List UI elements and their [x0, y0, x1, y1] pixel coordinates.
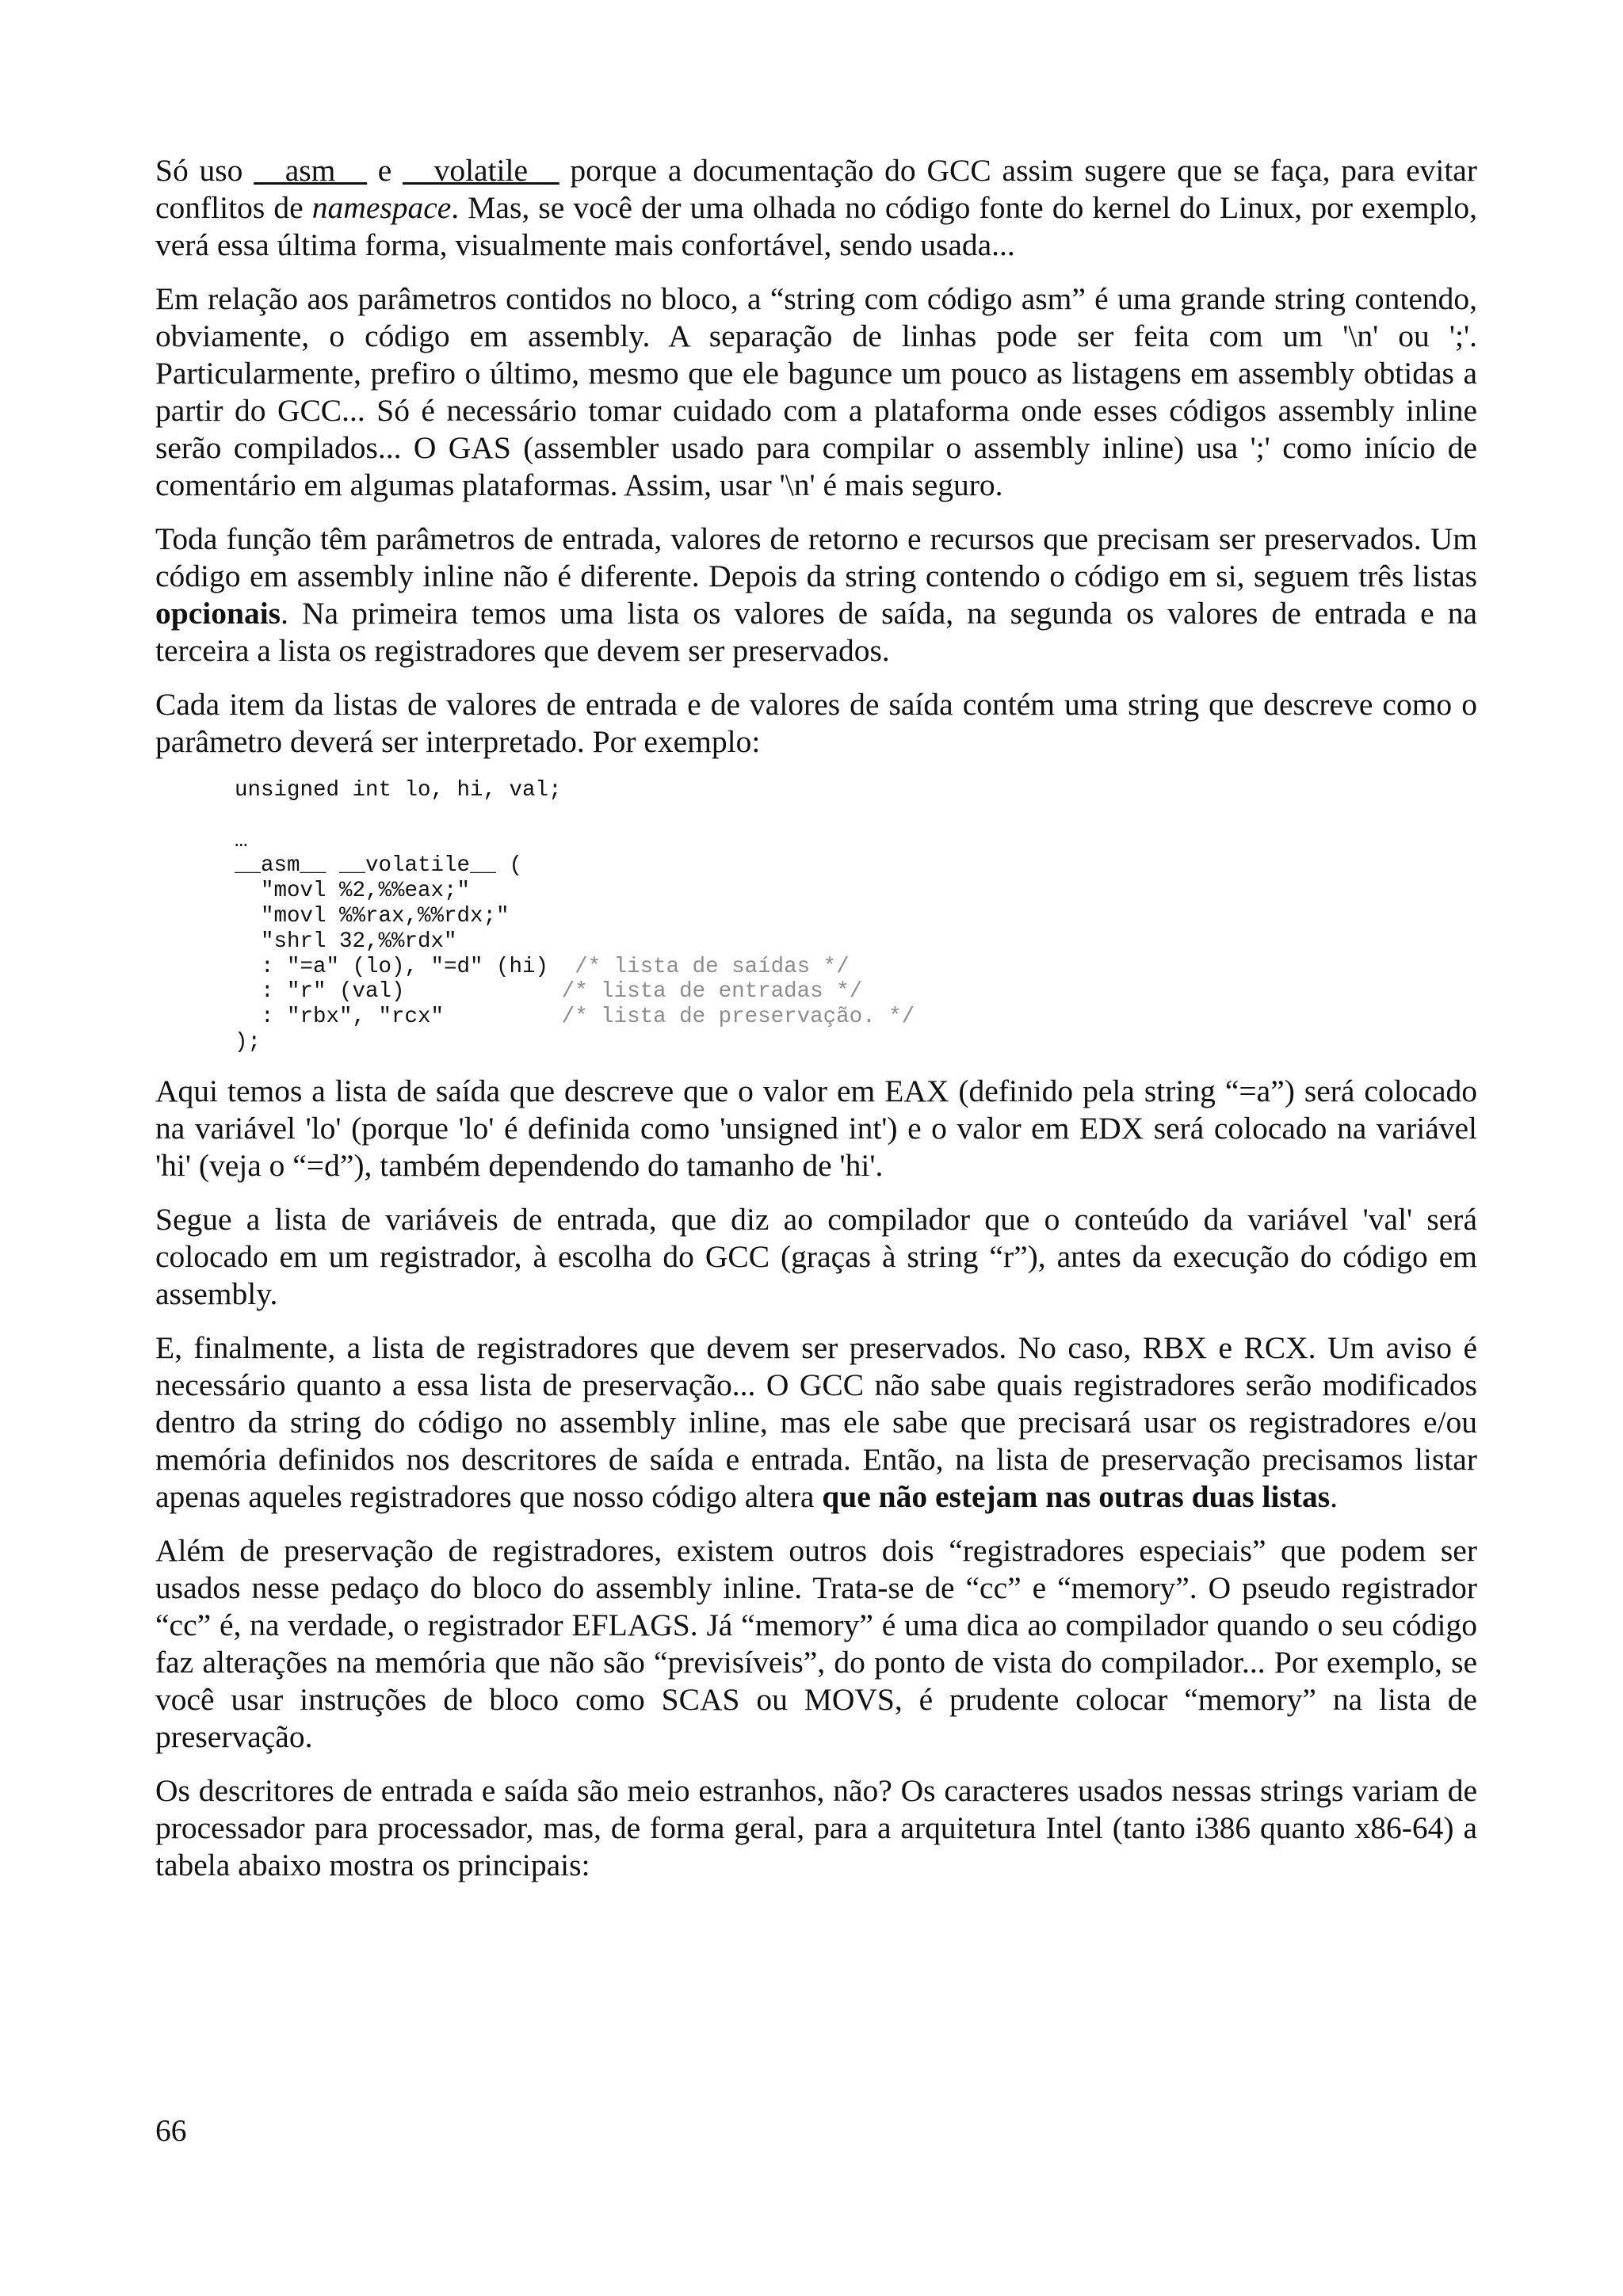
- page-number: 66: [155, 2113, 187, 2148]
- code-comment: /* lista de saídas */: [575, 954, 850, 979]
- bold-opcionais: opcionais: [155, 596, 281, 631]
- keyword-asm: __asm__: [254, 153, 367, 188]
- code-comment: /* lista de entradas */: [561, 979, 863, 1005]
- code-line: unsigned int lo, hi, val;: [235, 778, 562, 803]
- keyword-volatile: __volatile__: [403, 153, 559, 188]
- emphasis-namespace: namespace: [311, 190, 452, 225]
- code-line: "movl %%rax,%%rdx;": [235, 903, 510, 929]
- text-span: porque a documentação do GCC assim sugere que se faça, para evitar conflitos de: [155, 153, 1477, 225]
- text-span: . Na primeira temos uma lista os valores de saída, na segunda os valores de entrada e na terceira a lista os registradores que devem ser preservados.: [155, 596, 1477, 668]
- paragraph-output-list: Aqui temos a lista de saída que descreve que o valor em EAX (definido pela string “=a”) será colocado na variável 'lo' (porque 'lo' é definida como 'unsigned int') e o valor em EDX será colocado na variável 'hi' (veja o “=d”), também dependendo do tamanho de 'hi'.: [155, 1073, 1477, 1183]
- paragraph-preservation-list: [155, 1329, 1477, 1516]
- paragraph-asm-string: Em relação aos parâmetros contidos no bloco, a “string com código asm” é uma grande string contendo, obviamente, o código em assembly. A separação de linhas pode ser feita com um '\n' ou ';'. Particularmente, prefiro o último, mesmo que ele bagunce um pouco as listagens em assembly obtidas a partir do GCC... Só é necessário tomar cuidado com a plataforma onde esses códigos assembly inline serão compilados... O GAS (assembler usado para compilar o assembly inline) usa ';' como início de comentário em algumas plataformas. Assim, usar '\n' é mais seguro.: [155, 281, 1477, 502]
- code-line: : "rbx", "rcx": [235, 1005, 562, 1030]
- paragraph-three-lists: [155, 521, 1477, 669]
- code-line: __asm__ __volatile__ (: [235, 853, 523, 879]
- text-span: . Mas, se você der uma olhada no código fonte do kernel do Linux, por exemplo, verá essa última forma, visualmente mais confortável, sendo usada...: [155, 190, 1477, 262]
- code-line: : "=a" (lo), "=d" (hi): [235, 954, 575, 979]
- bold-other-lists: que não estejam nas outras duas listas: [822, 1478, 1331, 1514]
- code-line: "movl %2,%%eax;": [235, 879, 471, 904]
- paragraph-asm-volatile: [155, 152, 1477, 264]
- page-content: [155, 152, 1477, 1901]
- code-comment: /* lista de preservação. */: [561, 1005, 915, 1030]
- paragraph-special-registers: Além de preservação de registradores, existem outros dois “registradores especiais” que podem ser usados nesse pedaço do bloco do assembly inline. Trata-se de “cc” e “memory”. O pseudo registrador “cc” é, na verdade, o registrador EFLAGS. Já “memory” é uma dica ao compilador quando o seu código faz alterações na memória que não são “previsíveis”, do ponto de vista do compilador... Por exemplo, se você usar instruções de bloco como SCAS ou MOVS, é prudente colocar “memory” na lista de preservação.: [155, 1532, 1477, 1754]
- text-span: Só uso: [155, 153, 254, 188]
- text-span: E, finalmente, a lista de registradores que devem ser preservados. No caso, RBX e RCX. Um aviso é necessário quanto a essa lista de preservação... O GCC não sabe quais registradores serão modificados dentro da string do código no assembly inline, mas ele sabe que precisará usar os registradores e/ou memória definidos nos descritores de saída e entrada. Então, na lista de preservação precisamos listar apenas aqueles registradores que nosso código altera: [155, 1329, 1477, 1514]
- code-line: );: [235, 1029, 262, 1055]
- paragraph-descriptors-table-intro: Os descritores de entrada e saída são meio estranhos, não? Os caracteres usados nessas strings variam de processador para processador, mas, de forma geral, para a arquitetura Intel (tanto i386 quanto x86-64) a tabela abaixo mostra os principais:: [155, 1772, 1477, 1882]
- code-line: …: [235, 828, 248, 853]
- code-line: : "r" (val): [235, 979, 562, 1005]
- paragraph-input-list: Segue a lista de variáveis de entrada, que diz ao compilador que o conteúdo da variável 'val' será colocado em um registrador, à escolha do GCC (graças à string “r”), antes da execução do código em assembly.: [155, 1201, 1477, 1311]
- text-span: .: [1330, 1478, 1338, 1514]
- text-span: Toda função têm parâmetros de entrada, valores de retorno e recursos que precisam ser preservados. Um código em assembly inline não é diferente. Depois da string contendo o código em si, seguem três listas: [155, 521, 1477, 593]
- paragraph-descriptor-intro: Cada item da listas de valores de entrada e de valores de saída contém uma string que descreve como o parâmetro deverá ser interpretado. Por exemplo:: [155, 687, 1477, 759]
- text-span: e: [366, 153, 403, 188]
- code-block: [235, 778, 1477, 1055]
- code-line: "shrl 32,%%rdx": [235, 929, 457, 954]
- code-blank-line: [235, 803, 1477, 829]
